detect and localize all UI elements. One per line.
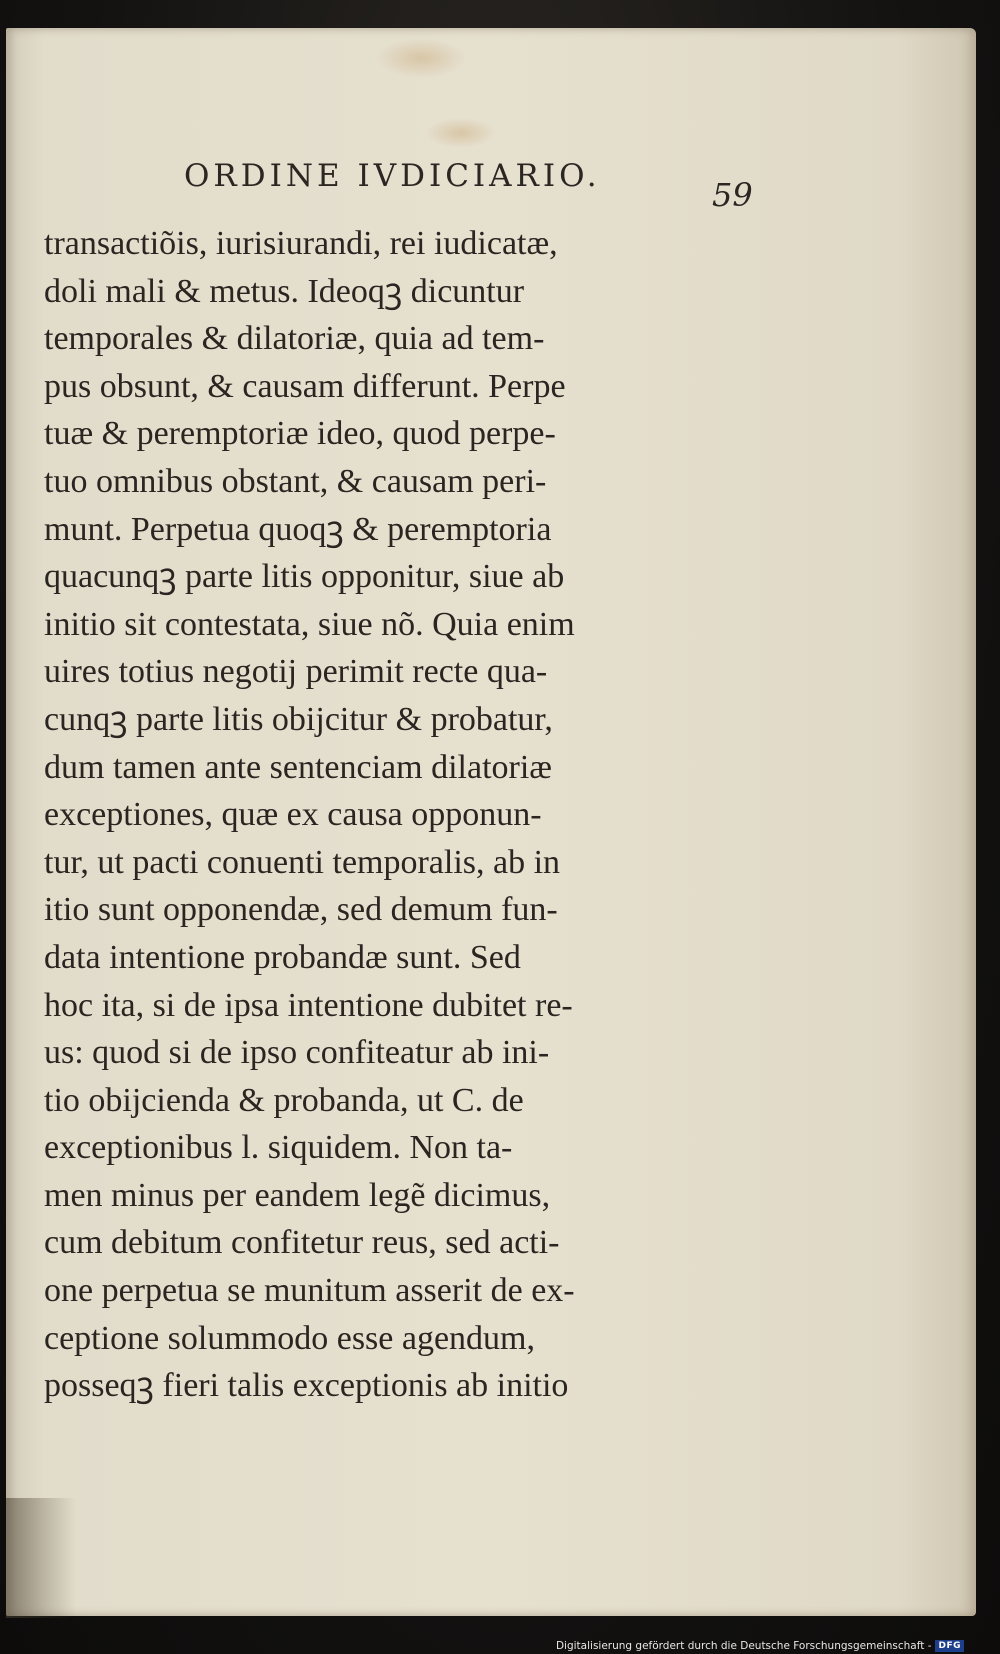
text-line: dum tamen ante sentenciam dilatoriæ — [44, 748, 552, 786]
text-line: ceptione solummodo esse agendum, — [44, 1319, 536, 1357]
text-line: temporales & dilatoriæ, quia ad tem- — [44, 320, 545, 358]
text-line: initio sit contestata, siue nõ. Quia enim — [44, 605, 575, 643]
dfg-logo: DFG — [935, 1640, 964, 1652]
text-line: transactiõis, iurisiurandi, rei iudicatæ, — [44, 225, 558, 262]
text-line: tio obijcienda & probanda, ut C. de — [44, 1081, 524, 1119]
running-head: ORDINE IVDICIARIO. — [184, 158, 601, 194]
text-line: munt. Perpetua quoqꝫ & peremptoria — [44, 510, 552, 548]
text-line: tur, ut pacti conuenti temporalis, ab in — [44, 843, 561, 881]
text-line: men minus per eandem legẽ dicimus, — [44, 1176, 551, 1214]
text-line: cunqꝫ parte litis obijcitur & probatur, — [44, 700, 553, 738]
text-line: tuo omnibus obstant, & causam peri- — [44, 462, 547, 500]
paper-stain — [376, 38, 466, 78]
text-line: itio sunt opponendæ, sed demum fun- — [44, 891, 558, 929]
text-line: posseqꝫ fieri talis exceptionis ab initio — [44, 1367, 569, 1405]
text-line: doli mali & metus. Ideoqꝫ dicuntur — [44, 272, 525, 310]
text-line: pus obsunt, & causam differunt. Perpe — [44, 367, 566, 405]
text-line: us: quod si de ipso confiteatur ab ini- — [44, 1034, 550, 1072]
text-line: cum debitum confitetur reus, sed acti- — [44, 1224, 560, 1262]
paper-stain — [426, 118, 496, 148]
book-page — [6, 28, 976, 1616]
digitization-credit — [556, 1640, 964, 1652]
text-line: quacunqꝫ parte litis opponitur, siue ab — [44, 558, 565, 596]
text-line: hoc ita, si de ipsa intentione dubitet re- — [44, 986, 573, 1024]
text-line: tuæ & peremptoriæ ideo, quod perpe- — [44, 415, 556, 453]
text-line: uires totius negotij perimit recte qua- — [44, 653, 548, 691]
credit-text: Digitalisierung gefördert durch die Deutsche Forschungsgemeinschaft - — [555, 1640, 932, 1652]
text-line: one perpetua se munitum asserit de ex- — [44, 1272, 575, 1310]
text-line: data intentione probandæ sunt. Sed — [44, 938, 521, 976]
text-line: exceptiones, quæ ex causa opponun- — [44, 796, 542, 834]
text-line: exceptionibus l. siquidem. Non ta- — [44, 1129, 513, 1167]
page-edge-shadow — [6, 1498, 76, 1618]
body-text — [44, 220, 744, 1410]
page-number: 59 — [712, 176, 753, 214]
